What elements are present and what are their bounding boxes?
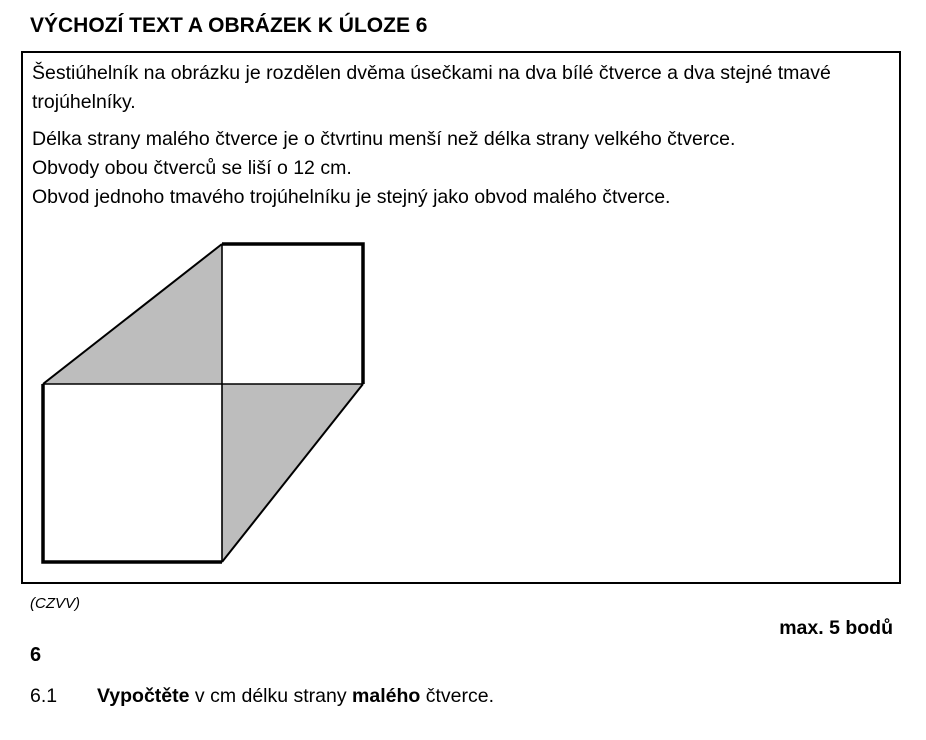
task-number: 6	[30, 644, 42, 666]
intro-line-5: Obvod jednoho tmavého trojúhelníku je stejný jako obvod malého čtverce.	[32, 186, 671, 208]
max-points: max. 5 bodů	[779, 617, 893, 639]
subtask-emphasis: malého	[352, 685, 421, 707]
subtask-number: 6.1	[30, 685, 58, 707]
big-square	[43, 384, 222, 562]
intro-line-4: Obvody obou čtverců se liší o 12 cm.	[32, 157, 352, 179]
subtask-text-a: v cm délku strany	[189, 685, 353, 707]
intro-line-1: Šestiúhelník na obrázku je rozdělen dvěma úsečkami na dva bílé čtverce a dva stejné tmavé	[32, 62, 831, 84]
small-square	[222, 244, 363, 384]
subtask-verb: Vypočtěte	[97, 685, 190, 707]
hexagon-figure	[23, 53, 899, 582]
subtask-text-b: čtverce.	[420, 685, 495, 707]
intro-line-2: trojúhelníky.	[32, 91, 136, 113]
source-note: (CZVV)	[30, 595, 80, 612]
task-text-box	[21, 51, 901, 584]
subtask-6-1	[30, 685, 494, 708]
section-heading: VÝCHOZÍ TEXT A OBRÁZEK K ÚLOZE 6	[30, 14, 428, 37]
intro-line-3: Délka strany malého čtverce je o čtvrtinu menší než délka strany velkého čtverce.	[32, 128, 736, 150]
